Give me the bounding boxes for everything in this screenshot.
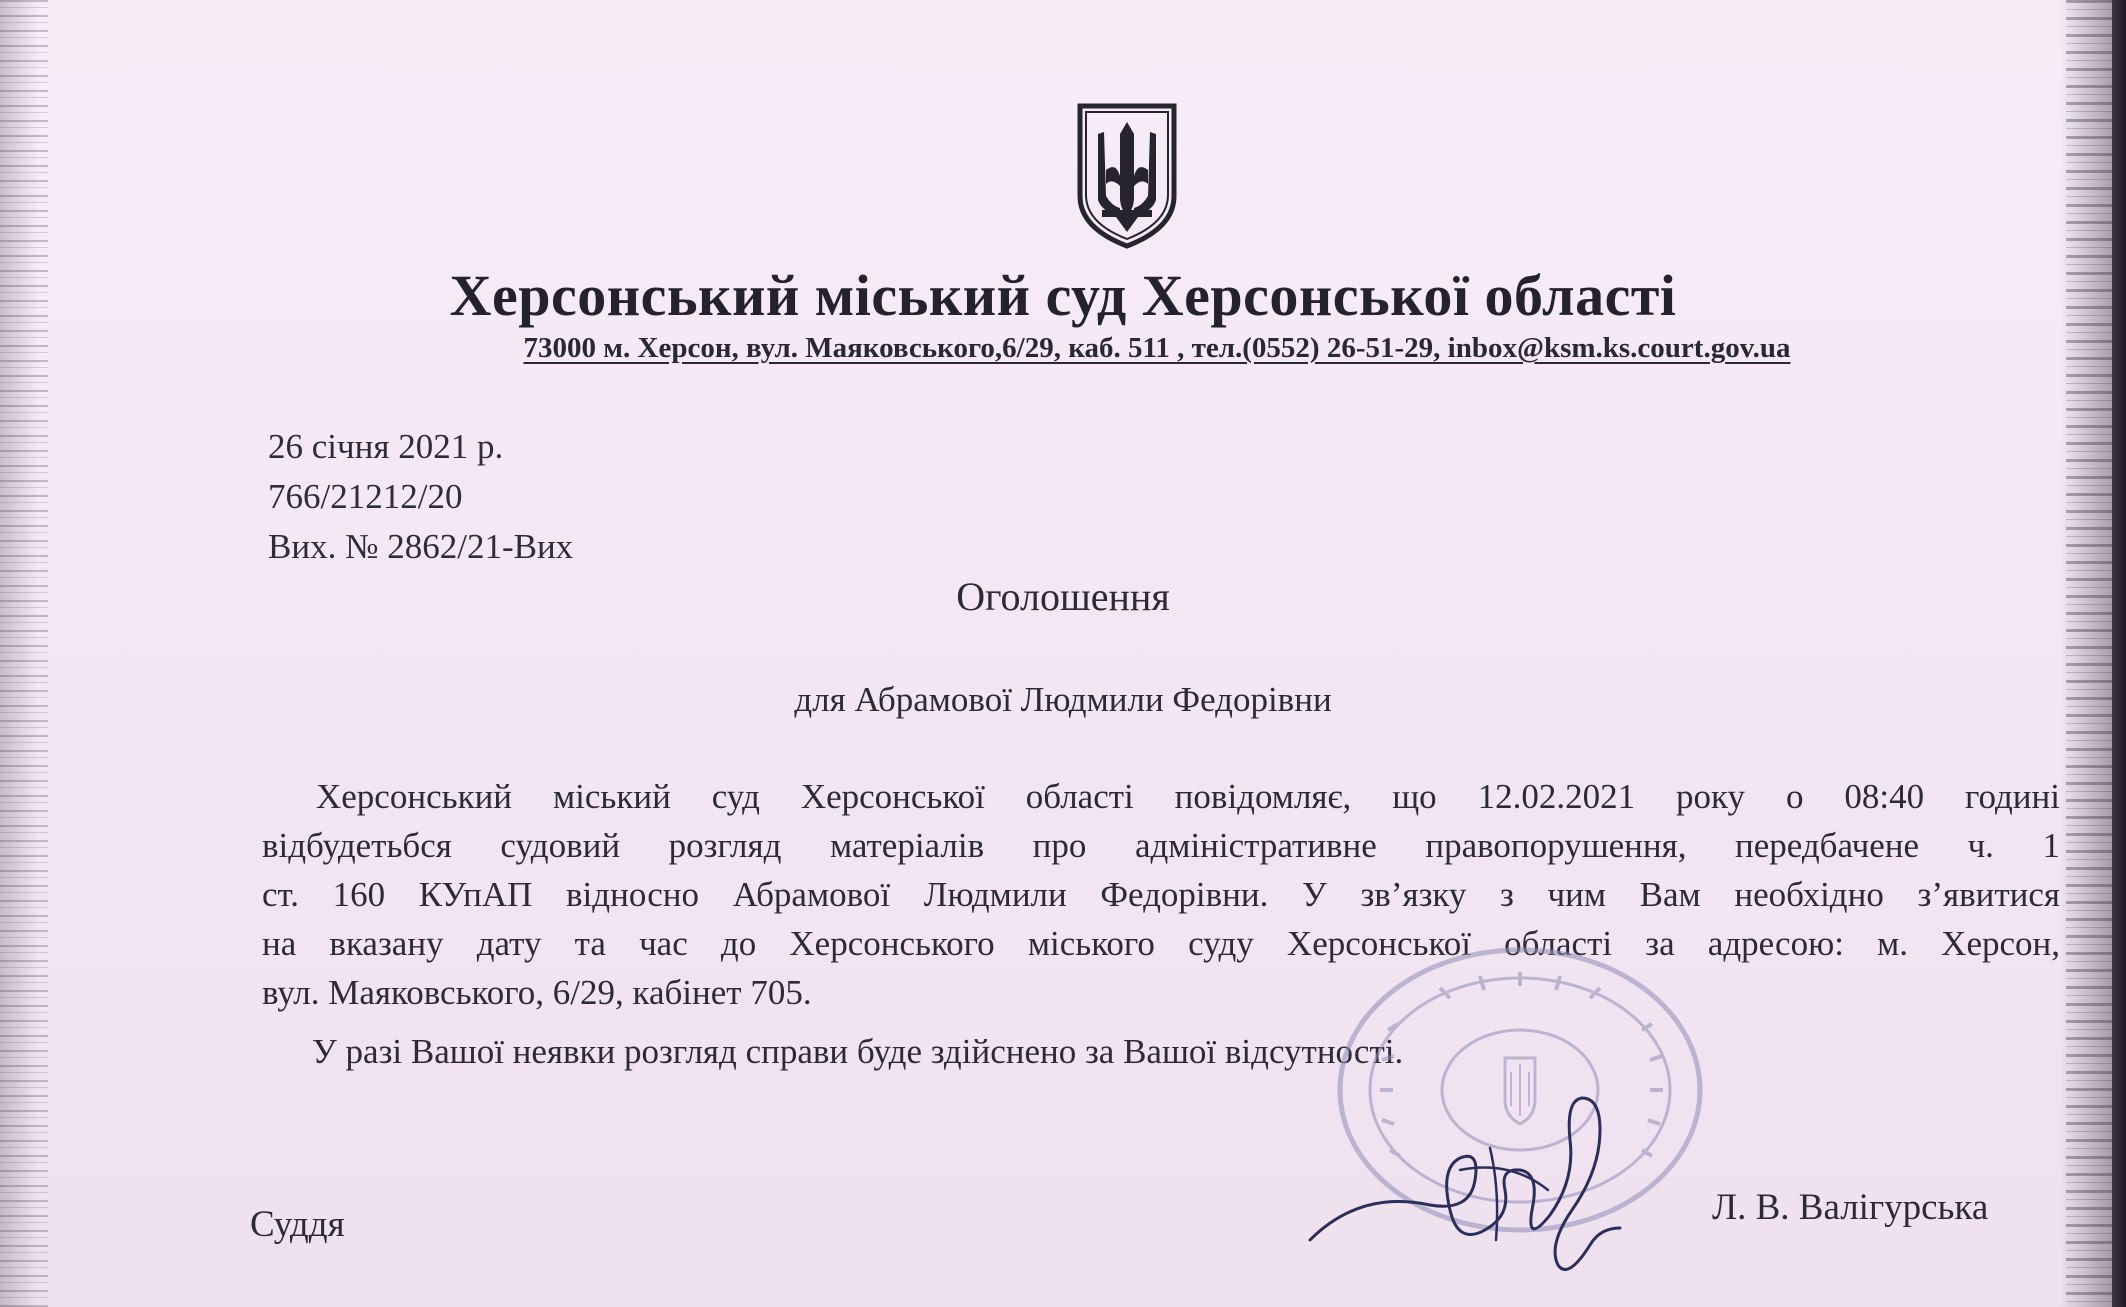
page-shadow-right	[2112, 0, 2126, 1307]
body-paragraph-line: на вказану дату та час до Херсонського міського суду Херсонської області за адресою: м. Херсон,	[262, 924, 2060, 963]
court-address-line: 73000 м. Херсон, вул. Маяковського,6/29, каб. 511 , тел.(0552) 26-51-29, inbox@ksm.ks.court.gov.ua	[523, 332, 1791, 364]
absence-notice: У разі Вашої неявки розгляд справи буде здійснено за Вашої відсутності.	[312, 1032, 1404, 1071]
court-name-title: Херсонський міський суд Херсонської області	[449, 263, 1677, 328]
judge-title: Суддя	[250, 1204, 345, 1245]
body-paragraph-line: вул. Маяковського, 6/29, кабінет 705.	[262, 973, 812, 1012]
judge-name: Л. В. Валігурська	[1712, 1187, 1989, 1228]
scan-edge-left	[0, 0, 48, 1307]
body-paragraph-line: ст. 160 КУпАП відносно Абрамової Людмили Федорівни. У зв’язку з чим Вам необхідно з’явитися	[262, 875, 2060, 914]
trident-emblem-icon	[1072, 100, 1182, 250]
body-paragraph-line: Херсонський міський суд Херсонської області повідомляє, що 12.02.2021 року о 08:40 годині	[316, 777, 2060, 816]
case-number: 766/21212/20	[268, 477, 463, 516]
recipient-line: для Абрамової Людмили Федорівни	[794, 680, 1332, 719]
document-heading: Оголошення	[956, 574, 1170, 619]
document-date: 26 січня 2021 р.	[268, 427, 504, 466]
judge-signature	[1300, 1040, 1740, 1280]
outgoing-number: Вих. № 2862/21-Вих	[268, 527, 574, 566]
body-paragraph-line: відбудетьбся судовий розгляд матеріалів про адміністративне правопорушення, передбачене ч. 1	[262, 826, 2060, 865]
